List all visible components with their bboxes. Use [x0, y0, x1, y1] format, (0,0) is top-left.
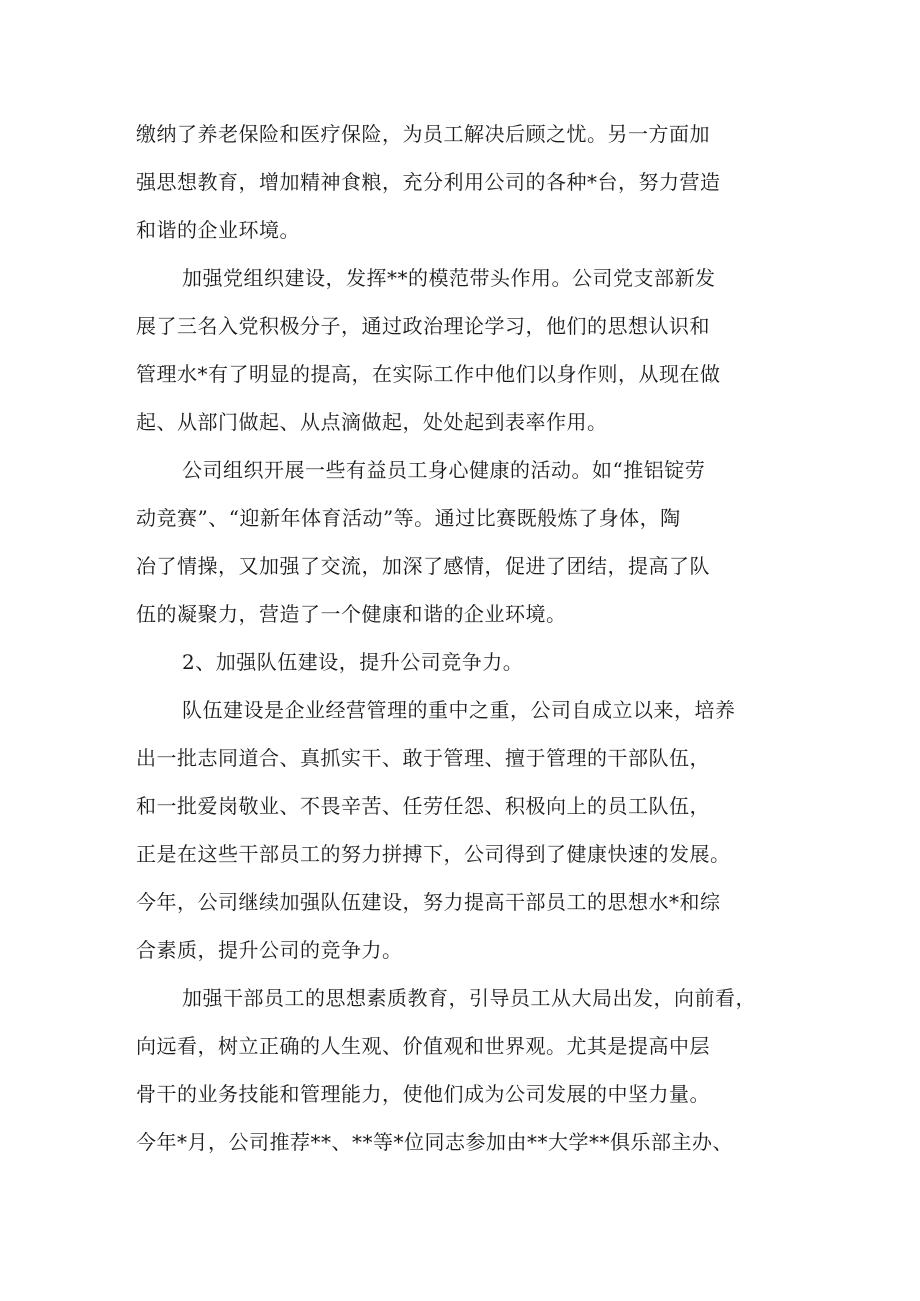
- text-line: 向远看，树立正确的人生观、价值观和世界观。尤其是提高中层: [136, 1034, 710, 1058]
- text-line: 管理水*有了明显的提高，在实际工作中他们以身作则，从现在做: [136, 362, 721, 386]
- section-heading-team-building: [136, 638, 796, 686]
- text-line: 冶了情操，又加强了交流，加深了感情，促进了团结，提高了队: [136, 554, 710, 578]
- document-body: [136, 110, 796, 1166]
- text-line: 展了三名入党积极分子，通过政治理论学习，他们的思想认识和: [136, 314, 710, 338]
- text-line: 今年*月，公司推荐**、**等*位同志参加由**大学**俱乐部主办、: [136, 1130, 733, 1154]
- text-line: 今年，公司继续加强队伍建设，努力提高干部员工的思想水*和综: [136, 890, 721, 914]
- text-line: 动竞赛”、“迎新年体育活动”等。通过比赛既般炼了身体，陶: [136, 506, 681, 530]
- text-line: 强思想教育，增加精神食粮，充分利用公司的各种*台，努力营造: [136, 170, 721, 194]
- text-line: 骨干的业务技能和管理能力，使他们成为公司发展的中坚力量。: [136, 1082, 710, 1106]
- text-line: 和一批爱岗敬业、不畏辛苦、任劳任怨、积极向上的员工队伍，: [136, 794, 710, 818]
- paragraph-party-organization: [136, 254, 796, 446]
- text-line: 和谐的企业环境。: [136, 218, 300, 242]
- text-line: 加强党组织建设，发挥**的模范带头作用。公司党支部新发: [182, 266, 716, 290]
- text-line: 正是在这些干部员工的努力拼搏下，公司得到了健康快速的发展。: [136, 842, 731, 866]
- text-line: 队伍建设是企业经营管理的重中之重，公司自成立以来，培养: [182, 698, 736, 722]
- text-line: 起、从部门做起、从点滴做起，处处起到表率作用。: [136, 410, 608, 434]
- text-line: 加强干部员工的思想素质教育，引导员工从大局出发，向前看，: [182, 986, 756, 1010]
- text-line: 伍的凝聚力，营造了一个健康和谐的企业环境。: [136, 602, 567, 626]
- paragraph-health-activities: [136, 446, 796, 638]
- text-line: 公司组织开展一些有益员工身心健康的活动。如“推铝锭劳: [182, 458, 706, 482]
- text-line: 出一批志同道合、真抓实干、敢于管理、擅于管理的干部队伍，: [136, 746, 710, 770]
- text-line: 合素质，提升公司的竞争力。: [136, 938, 403, 962]
- paragraph-staff-education: [136, 974, 796, 1166]
- text-line: 2、加强队伍建设，提升公司竞争力。: [182, 650, 524, 674]
- paragraph-insurance-education: [136, 110, 796, 254]
- paragraph-team-building: [136, 686, 796, 974]
- text-line: 缴纳了养老保险和医疗保险，为员工解决后顾之忧。另一方面加: [136, 122, 710, 146]
